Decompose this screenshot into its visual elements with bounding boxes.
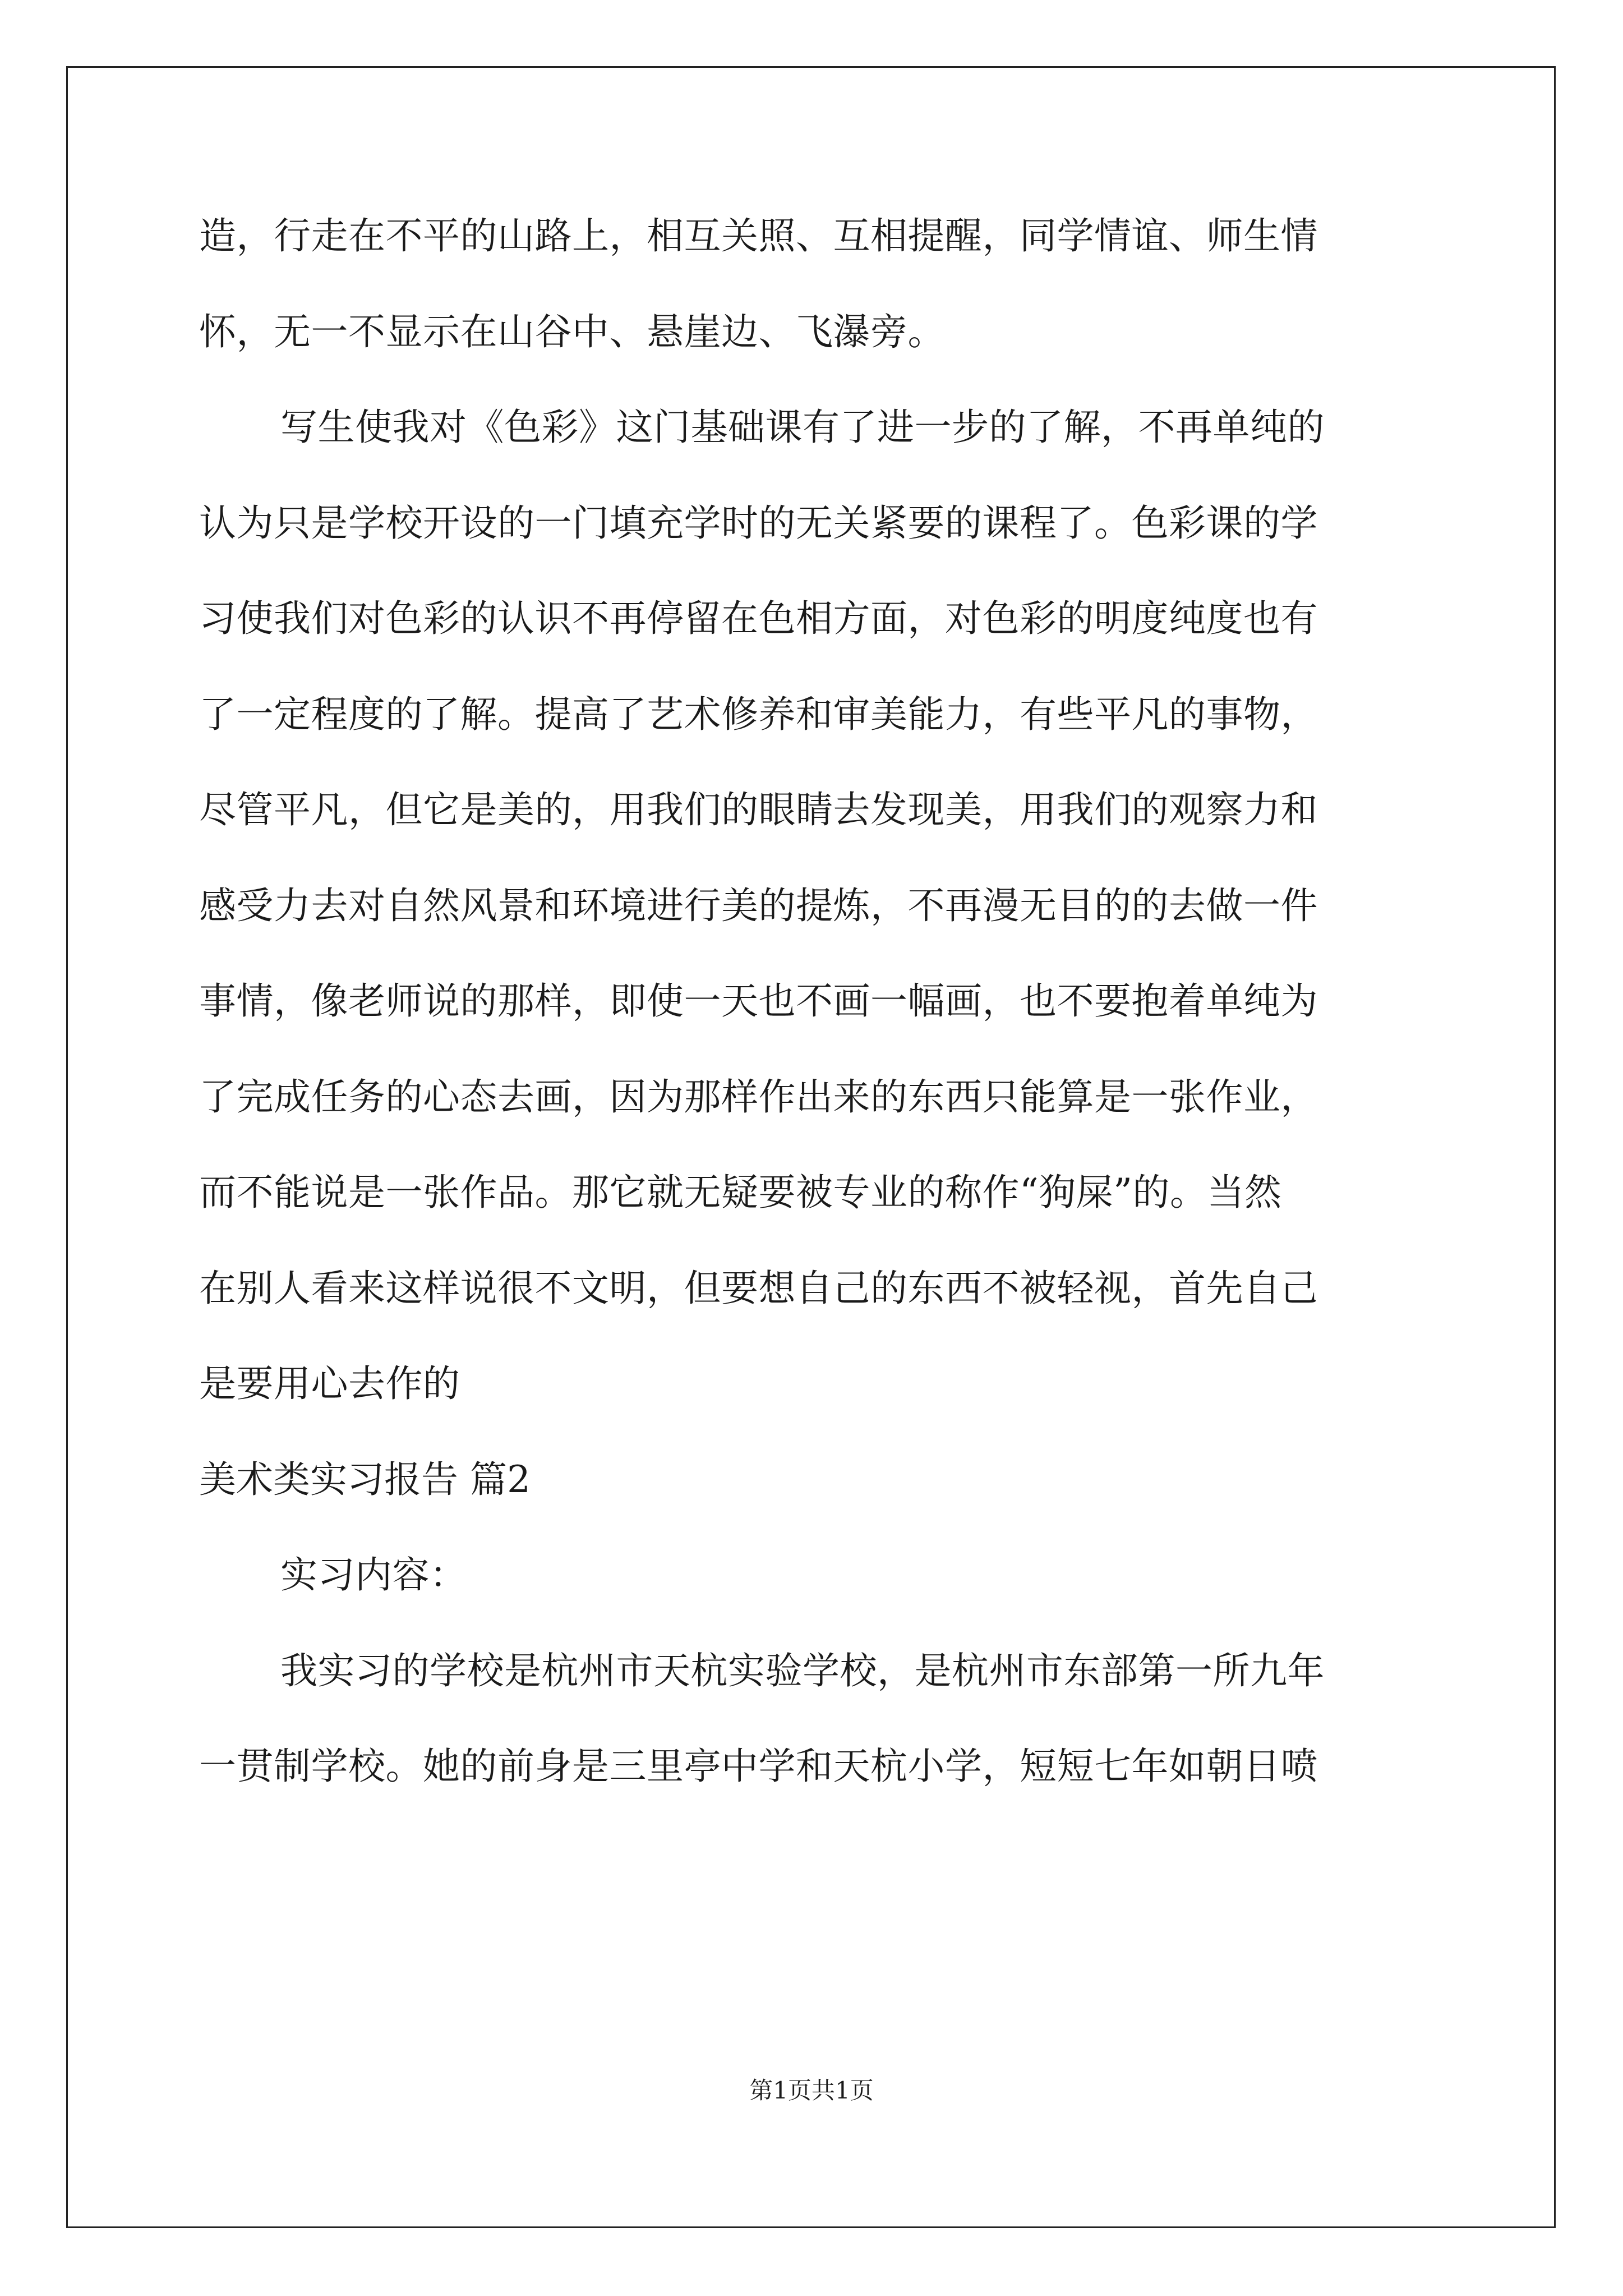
paragraph-line: 我实习的学校是杭州市天杭实验学校，是杭州市东部第一所九年	[280, 1649, 1325, 1692]
page-number-current: 第1页	[749, 2077, 811, 2104]
paragraph-line: 实习内容：	[280, 1553, 467, 1596]
paragraph-line: 了一定程度的了解。提高了艺术修养和审美能力，有些平凡的事物，	[199, 692, 1318, 736]
paragraph-line: 习使我们对色彩的认识不再停留在色相方面，对色彩的明度纯度也有	[199, 597, 1318, 640]
document-body	[199, 214, 1422, 1844]
paragraph-line: 写生使我对《色彩》这门基础课有了进一步的了解，不再单纯的	[280, 406, 1325, 449]
paragraph-line: 造，行走在不平的山路上，相互关照、互相提醒，同学情谊、师生情	[199, 214, 1318, 257]
paragraph-line: 事情，像老师说的那样，即使一天也不画一幅画，也不要抱着单纯为	[199, 979, 1318, 1023]
paragraph-line: 怀，无一不显示在山谷中、悬崖边、飞瀑旁。	[199, 310, 945, 353]
paragraph-line: 是要用心去作的	[199, 1362, 460, 1405]
page-number-total: 共1页	[811, 2077, 874, 2104]
paragraph-line: 认为只是学校开设的一门填充学时的无关紧要的课程了。色彩课的学	[199, 501, 1318, 545]
paragraph-line: 尽管平凡，但它是美的，用我们的眼睛去发现美，用我们的观察力和	[199, 788, 1318, 831]
page-footer	[0, 2079, 1623, 2102]
paragraph-line: 而不能说是一张作品。那它就无疑要被专业的称作“狗屎”的。当然	[199, 1171, 1282, 1214]
paragraph-line: 感受力去对自然风景和环境进行美的提炼，不再漫无目的的去做一件	[199, 884, 1318, 927]
paragraph-line: 在别人看来这样说很不文明，但要想自己的东西不被轻视，首先自己	[199, 1266, 1318, 1310]
section-heading: 美术类实习报告 篇2	[199, 1457, 531, 1501]
paragraph-line: 一贯制学校。她的前身是三里亭中学和天杭小学，短短七年如朝日喷	[199, 1745, 1318, 1788]
paragraph-line: 了完成任务的心态去画，因为那样作出来的东西只能算是一张作业，	[199, 1075, 1318, 1119]
